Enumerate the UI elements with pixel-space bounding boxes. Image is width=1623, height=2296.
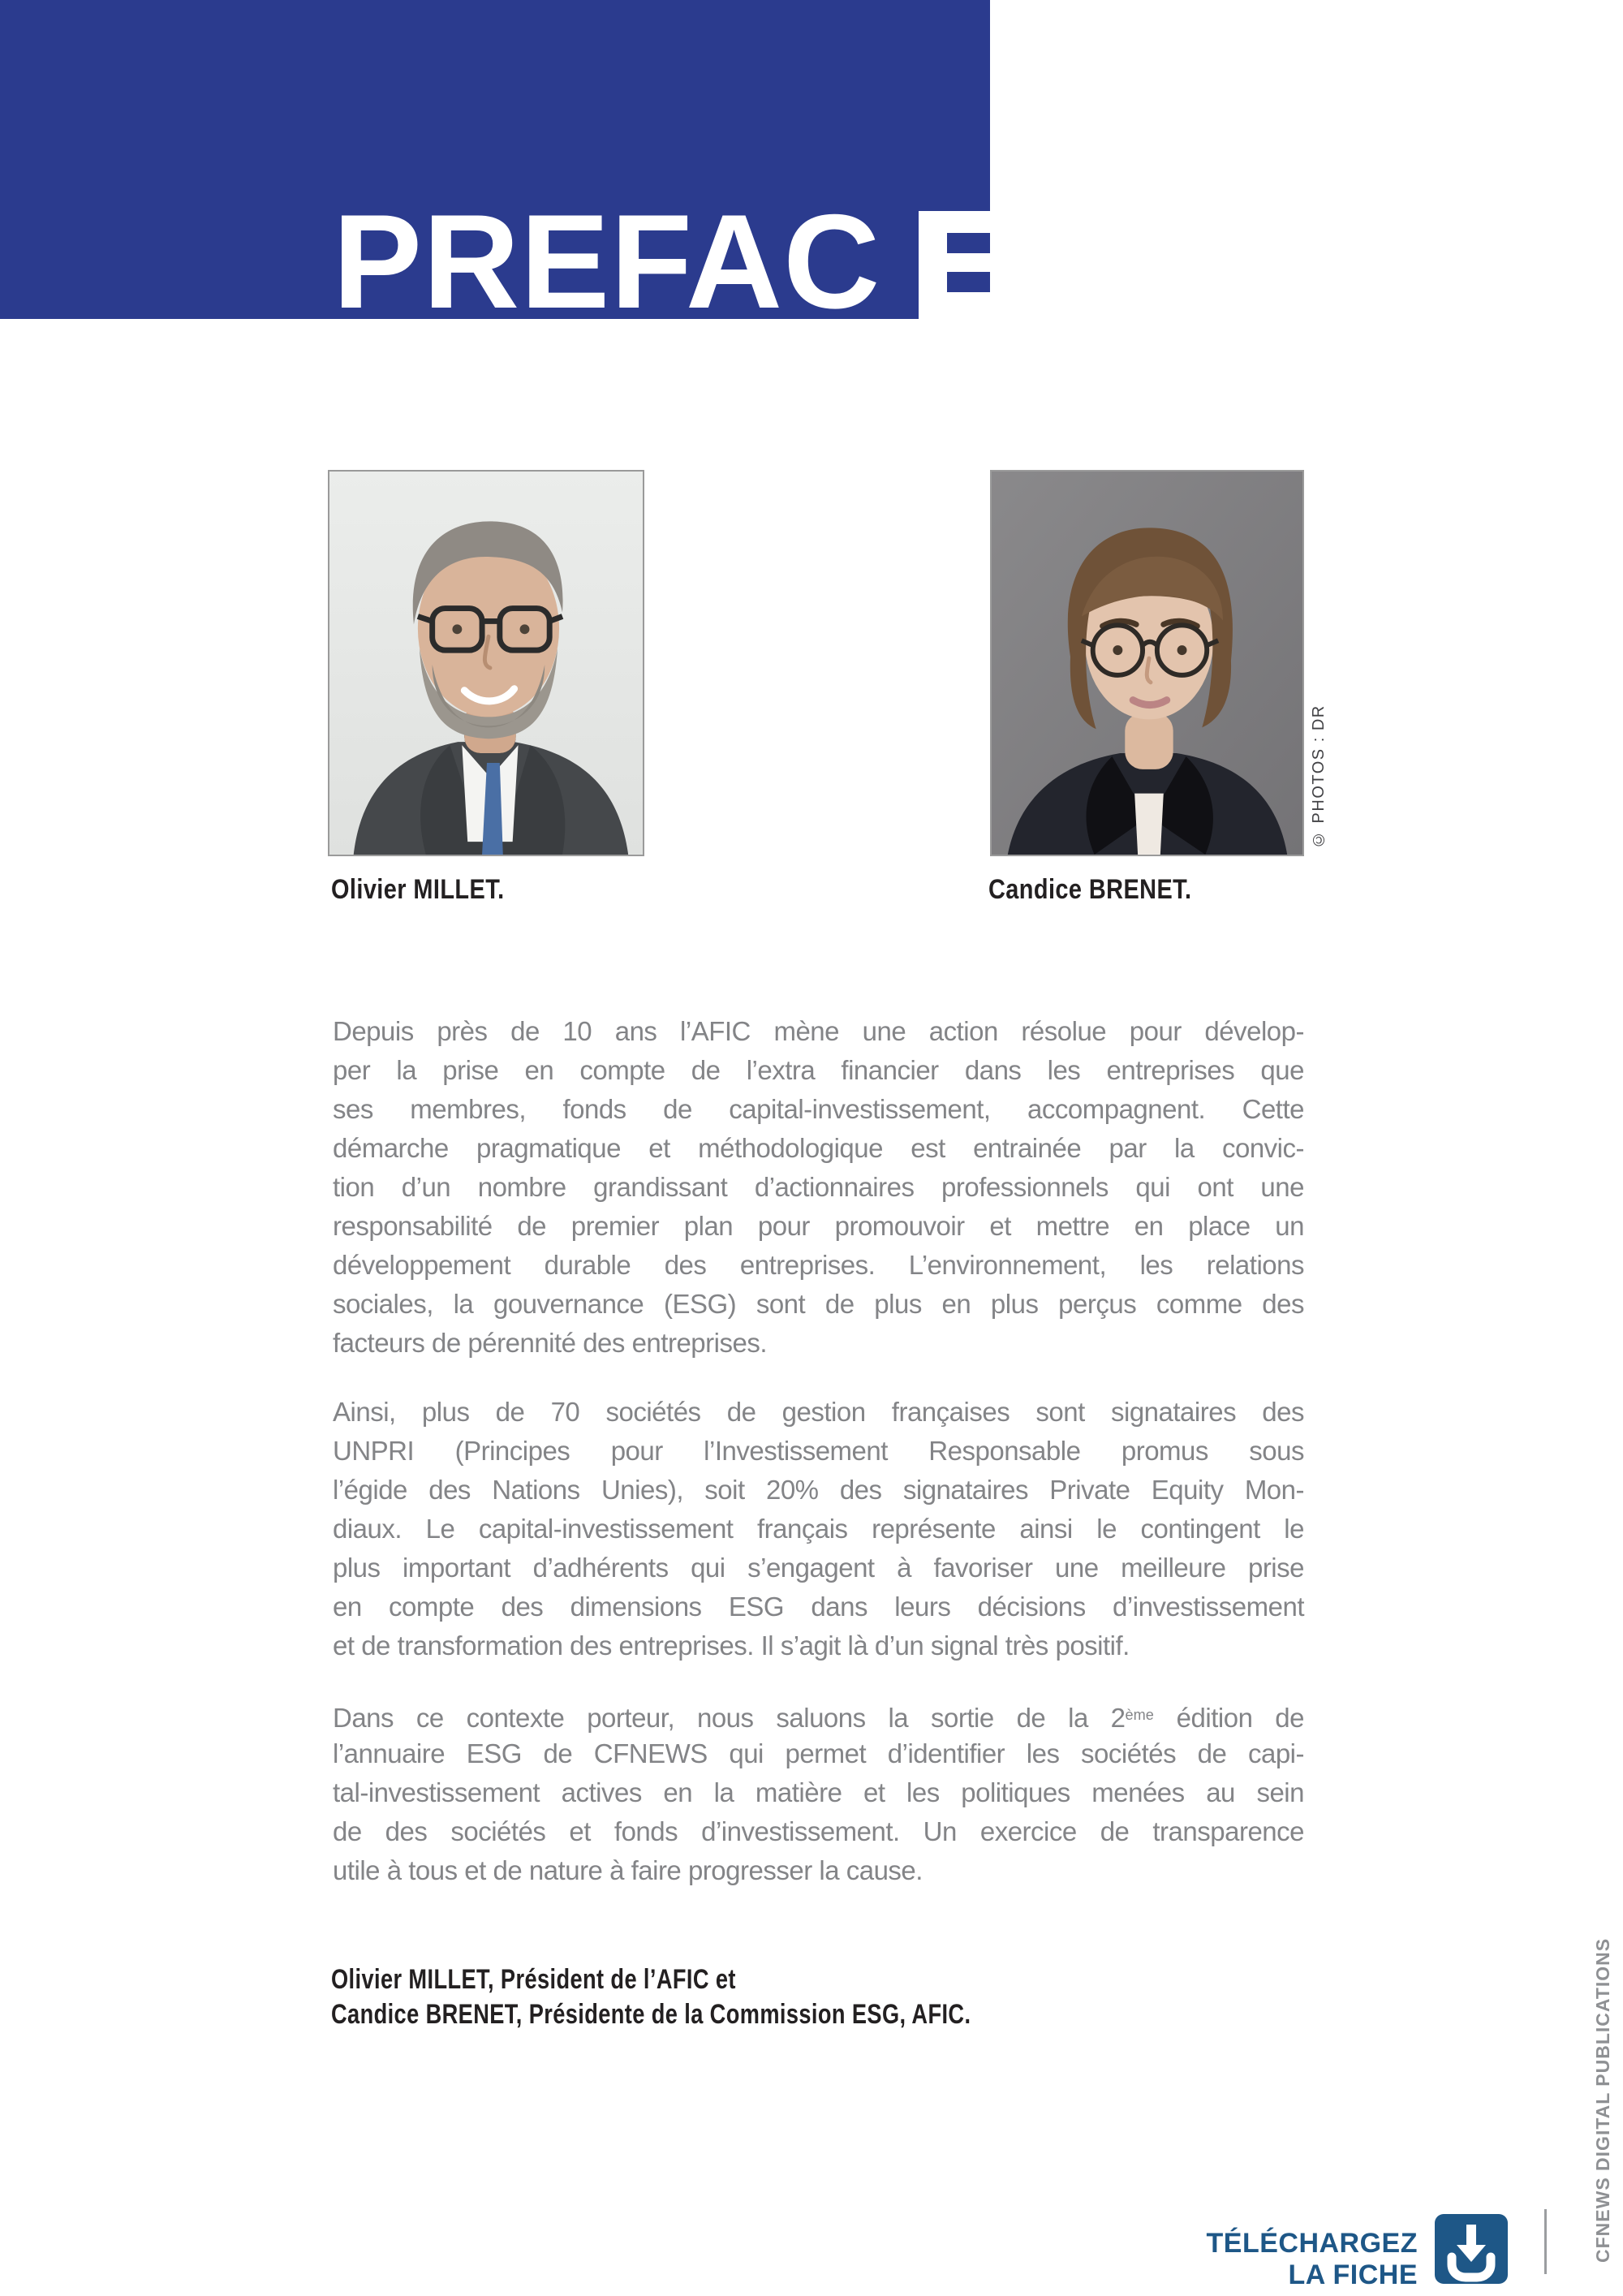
text-line: diaux. Le capital-investissement français représente ainsi le contingent le [333, 1514, 1304, 1544]
superscript: ème [1125, 1707, 1154, 1723]
text-line: l’annuaire ESG de CFNEWS qui permet d’identifier les sociétés de capi- [333, 1738, 1304, 1768]
download-icon[interactable] [1435, 2214, 1508, 2284]
body-text [333, 1012, 1304, 1890]
download-button-label[interactable] [1207, 2228, 1419, 2291]
text-line: Ainsi, plus de 70 sociétés de gestion françaises sont signataires des [333, 1397, 1304, 1427]
text-line: ses membres, fonds de capital-investissement, accompagnent. Cette [333, 1094, 1304, 1124]
title-e-middle-bar [947, 233, 990, 253]
text-line: l’égide des Nations Unies), soit 20% des signataires Private Equity Mon- [333, 1475, 1304, 1505]
title-e-bottom-bar [947, 272, 990, 292]
portrait-photo-olivier-millet [328, 470, 644, 856]
text-line: démarche pragmatique et méthodologique est entrainée par la convic- [333, 1133, 1304, 1163]
text-line: responsabilité de premier plan pour promouvoir et mettre en place un [333, 1211, 1304, 1241]
signature-line: Olivier MILLET, Président de l’AFIC et [331, 1964, 736, 1995]
caption-olivier-millet: Olivier MILLET. [331, 874, 505, 905]
page-title: PREFAC [333, 187, 881, 336]
text-line: tion d’un nombre grandissant d’actionnaires professionnels qui ont une [333, 1172, 1304, 1202]
text-line: per la prise en compte de l’extra financier dans les entreprises que [333, 1055, 1304, 1085]
signature-line: Candice BRENET, Présidente de la Commission ESG, AFIC. [331, 1999, 971, 2030]
text-line: UNPRI (Principes pour l’Investissement Responsable promus sous [333, 1436, 1304, 1466]
photo-credit: © PHOTOS : DR [1310, 704, 1328, 848]
portrait-photo-candice-brenet [990, 470, 1304, 856]
text-line: utile à tous et de nature à faire progresser la cause. [333, 1855, 923, 1885]
text-line: et de transformation des entreprises. Il s’agit là d’un signal très positif. [333, 1630, 1130, 1661]
signature [331, 1962, 971, 2032]
text-line: tal-investissement actives en la matière et les politiques menées au sein [333, 1777, 1304, 1807]
paragraph [333, 1393, 1304, 1665]
portrait-illustration-woman [992, 472, 1302, 855]
text-line: en compte des dimensions ESG dans leurs décisions d’investissement [333, 1592, 1304, 1622]
text-line: Depuis près de 10 ans l’AFIC mène une action résolue pour dévelop- [333, 1016, 1304, 1046]
banner [0, 0, 990, 336]
portrait-illustration-man [329, 472, 643, 855]
text-line: plus important d’adhérents qui s’engagent à favoriser une meilleure prise [333, 1553, 1304, 1583]
text-line: facteurs de pérennité des entreprises. [333, 1328, 767, 1358]
text-line: Dans ce contexte porteur, nous saluons la sortie de la 2ème édition de [333, 1703, 1304, 1734]
download-label-line1: TÉLÉCHARGEZ [1206, 2228, 1418, 2259]
publisher-vertical-label: CFNEWS DIGITAL PUBLICATIONS [1592, 1937, 1613, 2263]
paragraph [333, 1695, 1304, 1890]
download-fiche-button[interactable] [1055, 2208, 1509, 2289]
download-label-line2: LA FICHE [1288, 2259, 1418, 2290]
footer-divider-rule [1544, 2209, 1547, 2274]
caption-candice-brenet: Candice BRENET. [988, 874, 1192, 905]
title-letter-e [919, 211, 990, 319]
text-line: développement durable des entreprises. L’environnement, les relations [333, 1250, 1304, 1280]
text-line: de des sociétés et fonds d’investissement. Un exercice de transparence [333, 1816, 1304, 1846]
text-line: sociales, la gouvernance (ESG) sont de plus en plus perçus comme des [333, 1289, 1304, 1319]
paragraph [333, 1012, 1304, 1363]
